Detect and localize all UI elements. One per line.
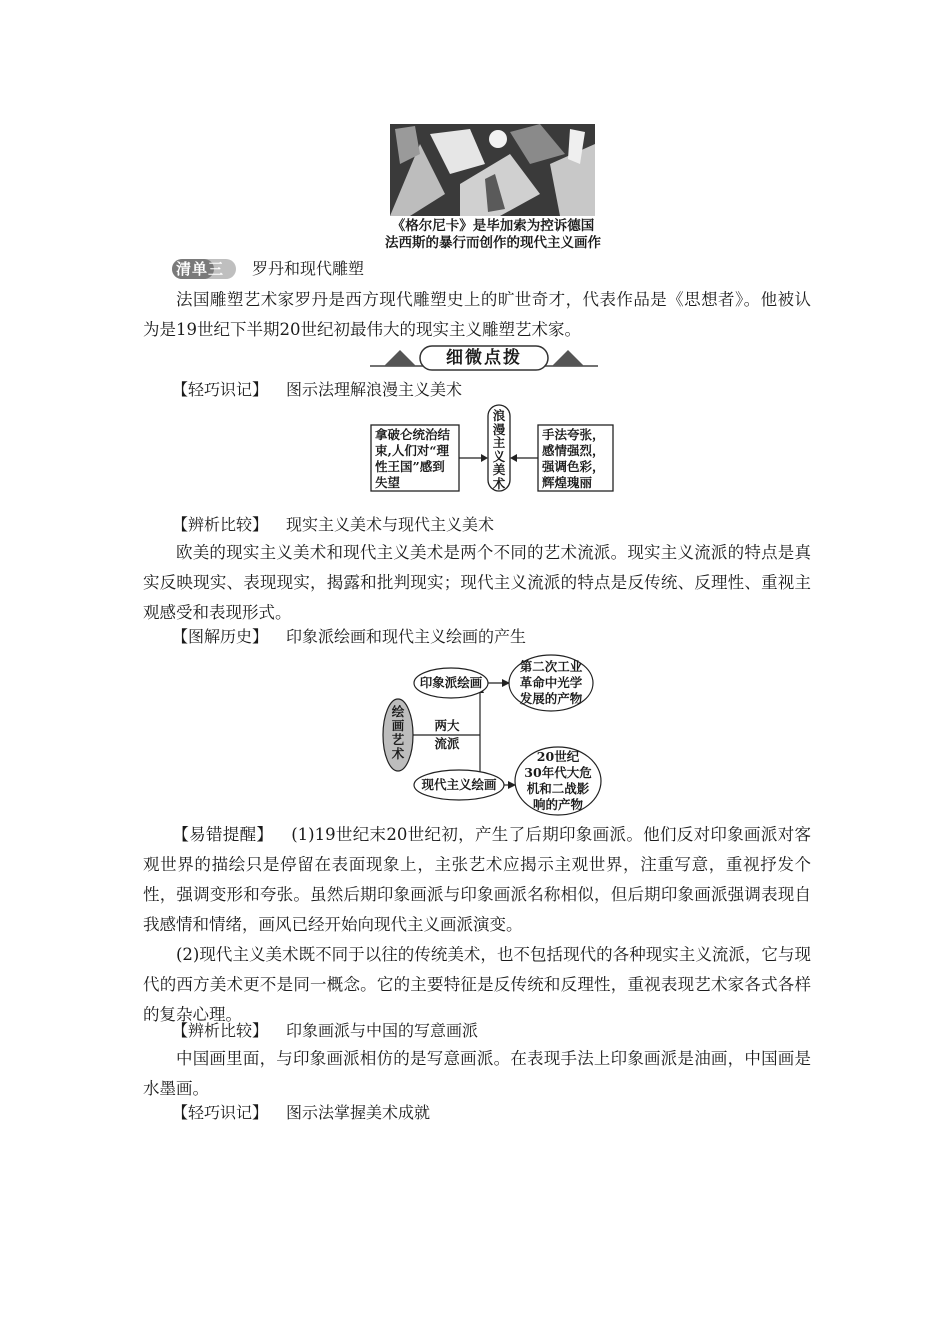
diagram1-left-line: 束,人们对“理 [375,443,450,458]
tip6-heading [172,1102,430,1124]
diagram1-center-char: 浪 [492,408,506,423]
tip4-p1-text: (1)19世纪末20世纪初，产生了后期印象画派。他们反对印象画派对客观世界的描绘只是停留在表面现象上，主张艺术应揭示主观世界，注重写意，重视抒发个性，强调变形和夸张。虽然后期印象画派与印象画派名称相似，但后期印象画派强调表现自我感情和情绪，画风已经开始向现代主义画派演变。 [143,825,811,934]
section3-badge [172,258,238,280]
figure-caption-line1: 《格尔尼卡》是毕加索为控诉德国 [391,218,595,234]
diagram2-bottom-note-line: 机和二战影 [526,781,590,796]
tip3-tag: 【图解历史】 [172,627,269,646]
tip6-tag: 【轻巧识记】 [172,1103,269,1122]
diagram1-right-line: 感情强烈， [542,443,605,458]
diagram1-left-line: 性王国”感到 [375,459,445,474]
diagram2-impressionism-node: 印象派绘画 [419,675,483,690]
tip2-title: 现实主义美术与现代主义美术 [286,515,495,534]
diagram2-branch-label [420,717,474,753]
tip3-heading [172,626,526,648]
tip2-heading [172,514,494,536]
tips-banner [370,344,598,372]
tip4-tag: 【易错提醒】 [172,825,274,844]
diagram1-center-node [488,409,510,490]
diagram1-center-char: 义 [492,448,506,464]
diagram1-center-char: 漫 [492,421,506,437]
diagram2-branch-line: 流派 [434,736,460,751]
diagram2-bottom-note-line: 响的产物 [532,797,583,812]
diagram2-top-note-line: 发展的产物 [519,691,583,706]
diagram1-center-char: 术 [492,475,506,491]
tip4-paragraph1 [143,820,811,940]
diagram1-right-box [542,427,605,491]
tip1-tag: 【轻巧识记】 [172,380,269,399]
tip3-title: 印象派绘画和现代主义绘画的产生 [286,627,527,646]
tip5-heading [172,1020,478,1042]
section3-body: 法国雕塑艺术家罗丹是西方现代雕塑史上的旷世奇才，代表作品是《思想者》。他被认为是19世纪下半期20世纪初最伟大的现实主义雕塑艺术家。 [143,290,811,339]
diagram2-modernism-note [515,749,601,813]
diagram2-root-char: 画 [391,718,405,733]
diagram1-center-char: 主 [492,435,506,450]
tips-banner-label: 细微点拨 [446,348,522,368]
romanticism-diagram [370,403,615,495]
guernica-painting-image [390,124,595,216]
diagram2-root-char: 绘 [391,704,405,719]
diagram1-right-line: 强调色彩， [542,459,605,474]
diagram2-bottom-note-line: 20世纪 [536,749,580,764]
diagram1-left-box [375,427,450,491]
tip1-heading [172,379,462,401]
painting-schools-diagram [380,653,616,818]
diagram1-center-char: 美 [492,462,506,477]
tip5-tag: 【辨析比较】 [172,1021,269,1040]
tip2-body: 欧美的现实主义美术和现代主义美术是两个不同的艺术流派。现实主义流派的特点是真实反映现实、表现现实，揭露和批判现实；现代主义流派的特点是反传统、反理性、重视主观感受和表现形式。 [143,543,811,622]
diagram2-root-node [383,705,413,761]
tip2-tag: 【辨析比较】 [172,515,269,534]
diagram2-branch-line: 两大 [434,718,460,733]
diagram2-root-char: 艺 [391,732,405,747]
tip6-title: 图示法掌握美术成就 [286,1103,431,1122]
diagram2-modernism-node: 现代主义绘画 [421,777,497,792]
section3-title: 罗丹和现代雕塑 [252,259,365,278]
diagram1-right-line: 辉煌瑰丽 [542,475,593,490]
figure-caption-line2: 法西斯的暴行而创作的现代主义画作 [385,235,601,251]
tip4-paragraph2: (2)现代主义美术既不同于以往的传统美术，也不包括现代的各种现实主义流派，它与现代的西方美术更不是同一概念。它的主要特征是反传统和反理性，重视表现艺术家各式各样的复杂心理。 [143,945,811,1024]
diagram1-right-line: 手法夸张， [542,427,605,442]
diagram1-left-line: 拿破仑统治结 [375,427,451,442]
diagram2-top-note-line: 第二次工业 [519,659,583,674]
diagram2-impressionism-note [509,659,593,707]
diagram1-left-line: 失望 [375,475,401,490]
tip5-title: 印象画派与中国的写意画派 [286,1021,479,1040]
diagram2-bottom-note-line: 30年代大危 [524,765,592,780]
diagram2-root-char: 术 [391,746,405,761]
tip5-body: 中国画里面，与印象画派相仿的是写意画派。在表现手法上印象画派是油画，中国画是水墨画。 [143,1049,811,1098]
section3-badge-label: 清单三 [176,260,225,278]
diagram2-top-note-line: 革命中光学 [519,675,583,690]
tip1-title: 图示法理解浪漫主义美术 [286,380,463,399]
